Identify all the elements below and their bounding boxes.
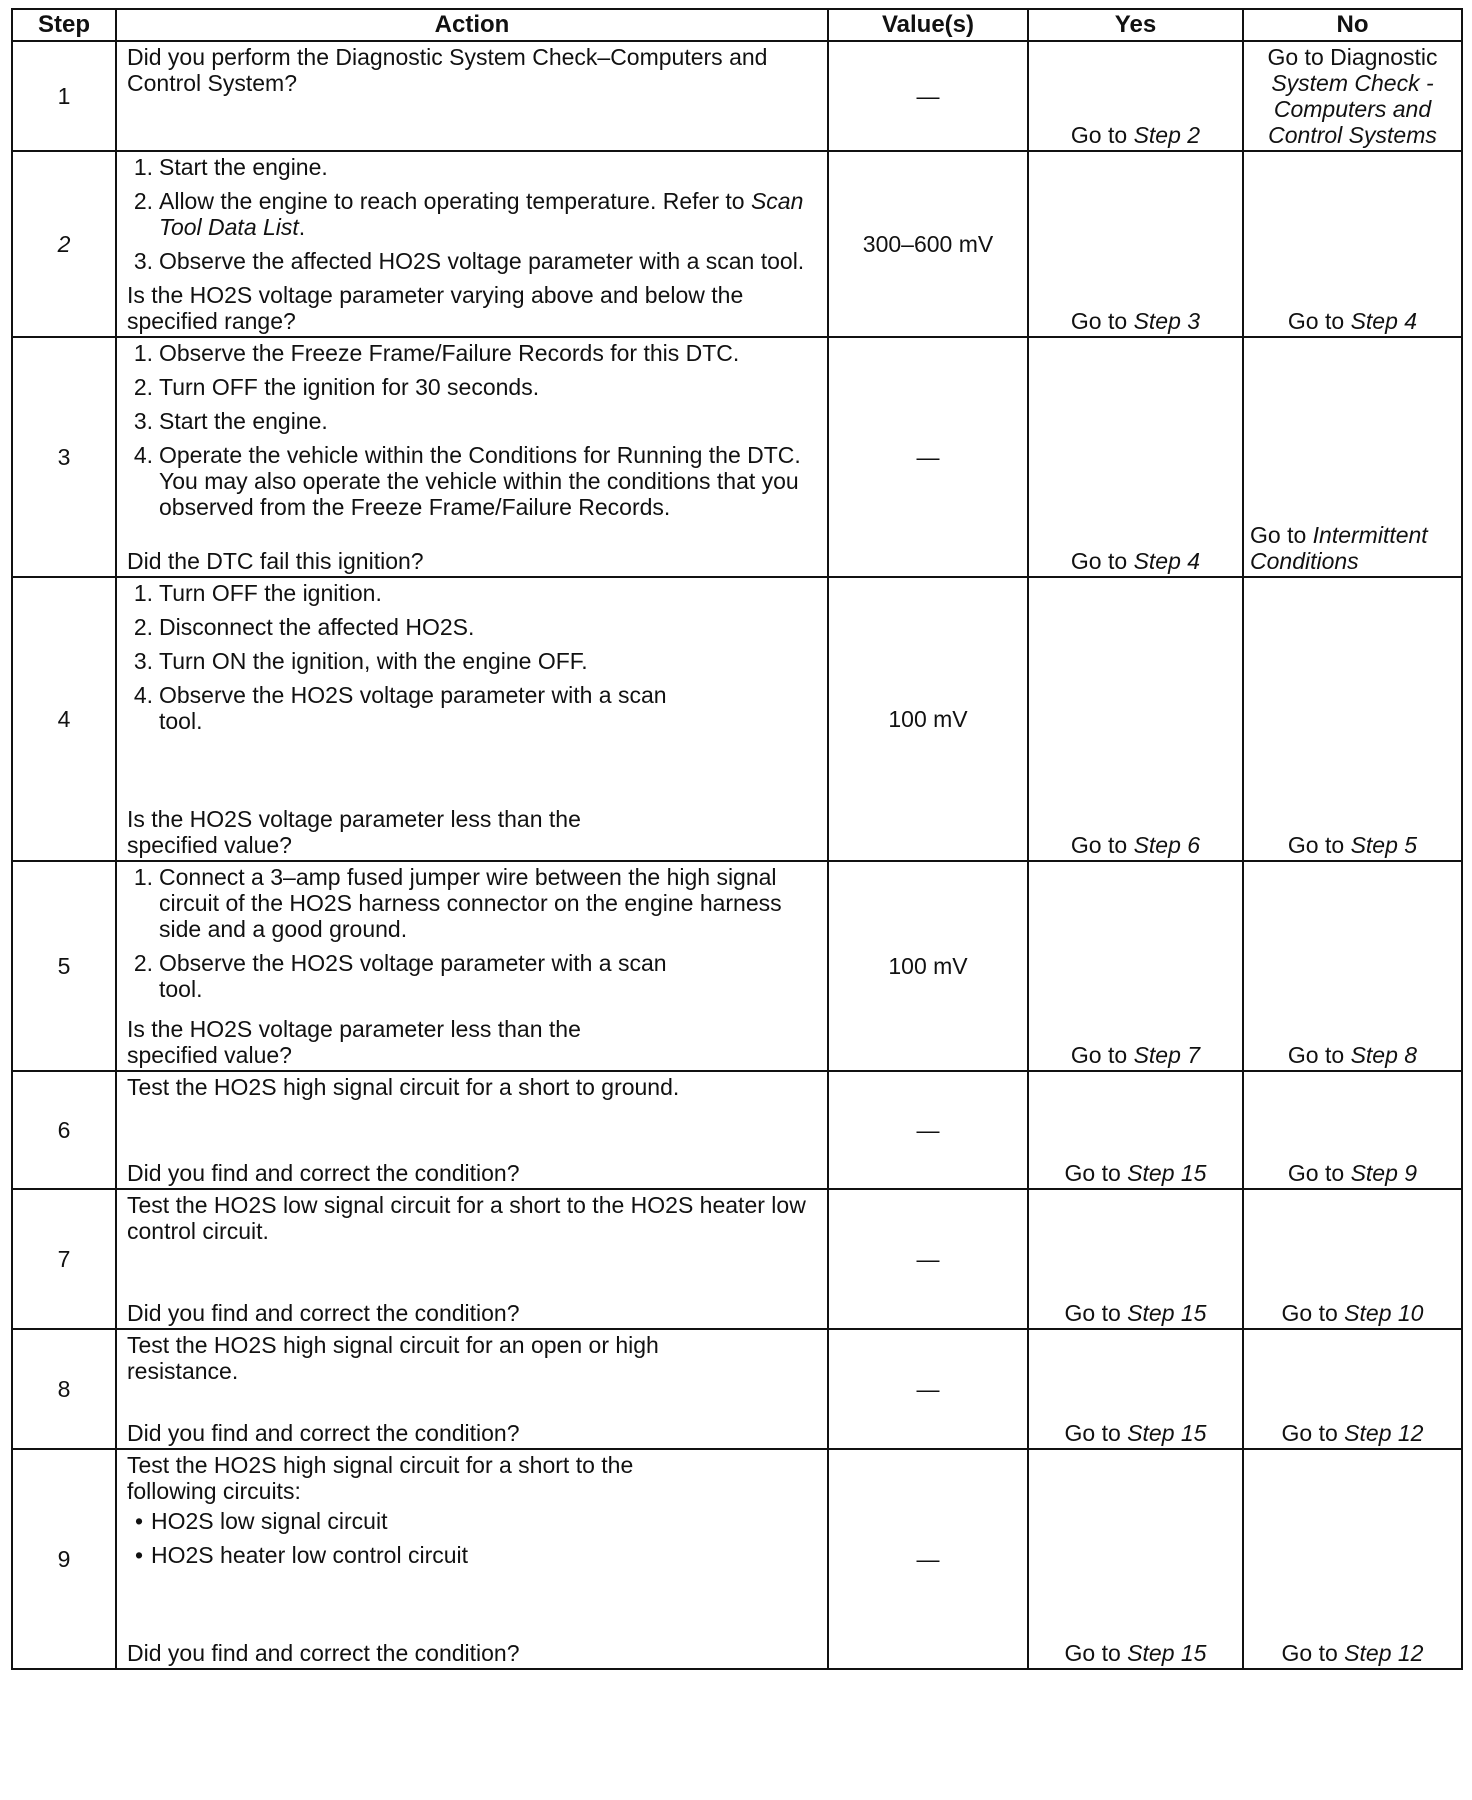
action-cell [116,577,828,861]
no-step-link[interactable]: Step 4 [1350,308,1418,334]
header-no: No [1243,9,1462,41]
step-number: 4 [12,577,116,861]
yes-prefix: Go to [1070,1042,1134,1068]
action-step: Turn ON the ignition, with the engine OFF. [159,648,588,674]
yes-prefix: Go to [1070,832,1134,858]
step-number: 9 [12,1449,116,1669]
header-yes: Yes [1028,9,1243,41]
yes-cell [1028,41,1243,151]
step-number: 1 [12,41,116,151]
no-diagnostic-link[interactable] [1267,44,1437,148]
action-cell [116,1189,828,1329]
yes-prefix: Go to [1070,122,1134,148]
action-text: Test the HO2S high signal circuit for a short to ground. [127,1074,680,1100]
action-cell [116,337,828,577]
no-cell [1243,1189,1462,1329]
header-values: Value(s) [828,9,1028,41]
yes-step-link[interactable]: Step 6 [1133,832,1201,858]
value-cell: — [828,1329,1028,1449]
yes-cell [1028,151,1243,337]
yes-cell [1028,1329,1243,1449]
header-action: Action [116,9,828,41]
yes-prefix: Go to [1064,1160,1128,1186]
no-cell [1243,1449,1462,1669]
action-cell [116,41,828,151]
action-question: Did you find and correct the condition? [127,1160,520,1186]
value-cell: 100 mV [828,577,1028,861]
yes-prefix: Go to [1070,308,1134,334]
yes-prefix: Go to [1064,1420,1128,1446]
no-cell [1243,337,1462,577]
value-cell: — [828,1071,1028,1189]
action-text: Test the HO2S low signal circuit for a short to the HO2S heater low control circuit. [127,1192,806,1244]
yes-step-link[interactable]: Step 15 [1127,1640,1207,1666]
table-row [12,1189,1462,1329]
table-row [12,1329,1462,1449]
action-cell [116,1329,828,1449]
no-cell [1243,861,1462,1071]
no-cell [1243,1071,1462,1189]
header-row [12,9,1462,41]
action-steps [127,154,819,282]
circuit-list [127,1508,819,1576]
action-step: Start the engine. [159,154,328,180]
yes-prefix: Go to [1064,1640,1128,1666]
table-row [12,1449,1462,1669]
yes-cell [1028,1189,1243,1329]
table-row [12,861,1462,1071]
action-step: Disconnect the affected HO2S. [159,614,475,640]
step-number: 7 [12,1189,116,1329]
no-prefix: Go to [1250,522,1313,548]
action-question: Did you find and correct the condition? [127,1640,520,1666]
step-number: 6 [12,1071,116,1189]
yes-cell [1028,861,1243,1071]
list-item: • HO2S heater low control circuit [151,1542,819,1568]
action-step: Operate the vehicle within the Conditions for Running the DTC. You may also operate the vehicle within the conditions that you observed from the Freeze Frame/Failure Records. [159,442,801,520]
yes-step-link[interactable]: Step 15 [1127,1160,1207,1186]
step-number: 3 [12,337,116,577]
action-question: Did you find and correct the condition? [127,1300,520,1326]
action-text: Test the HO2S high signal circuit for an open or high resistance. [127,1332,659,1384]
action-steps [127,580,819,742]
yes-step-link[interactable]: Step 2 [1133,122,1201,148]
table-row [12,337,1462,577]
yes-prefix: Go to [1064,1300,1128,1326]
yes-cell [1028,1071,1243,1189]
yes-step-link[interactable]: Step 15 [1127,1300,1207,1326]
action-step: Observe the HO2S voltage parameter with a scan tool. [159,682,667,734]
action-step: Start the engine. [159,408,328,434]
no-prefix: Go to [1281,1640,1345,1666]
no-step-link[interactable]: Step 9 [1350,1160,1418,1186]
action-cell [116,1071,828,1189]
yes-cell [1028,1449,1243,1669]
no-step-link[interactable]: Step 5 [1350,832,1418,858]
no-prefix: Go to [1287,832,1351,858]
yes-step-link[interactable]: Step 15 [1127,1420,1207,1446]
action-steps [127,864,819,1010]
value-cell: 300–600 mV [828,151,1028,337]
no-step-link[interactable]: Step 10 [1344,1300,1424,1326]
action-question: Did the DTC fail this ignition? [127,548,424,574]
action-question: Is the HO2S voltage parameter less than the specified value? [127,806,581,858]
intermittent-conditions-link[interactable]: Intermittent Conditions [1250,522,1428,574]
no-line: System Check - [1271,70,1434,96]
no-line: Computers and [1273,96,1432,122]
action-step: Observe the Freeze Frame/Failure Records for this DTC. [159,340,740,366]
no-cell [1243,151,1462,337]
yes-cell [1028,577,1243,861]
no-line: Control Systems [1268,122,1437,148]
action-step: Observe the affected HO2S voltage parameter with a scan tool. [159,248,805,274]
no-prefix: Go to [1287,308,1351,334]
yes-step-link[interactable]: Step 3 [1133,308,1201,334]
action-step: Turn OFF the ignition for 30 seconds. [159,374,540,400]
action-step: Turn OFF the ignition. [159,580,382,606]
no-cell [1243,1329,1462,1449]
yes-prefix: Go to [1070,548,1134,574]
action-step: Connect a 3–amp fused jumper wire between the high signal circuit of the HO2S harness connector on the engine harness side and a good ground. [159,864,782,942]
step-number: 5 [12,861,116,1071]
action-steps [127,340,819,528]
action-cell [116,1449,828,1669]
action-question: Is the HO2S voltage parameter less than the specified value? [127,1016,581,1068]
action-cell [116,861,828,1071]
table-row [12,1071,1462,1189]
no-cell [1243,577,1462,861]
value-cell: — [828,1189,1028,1329]
table-row [12,151,1462,337]
step-number: 2 [12,151,116,337]
step-number: 8 [12,1329,116,1449]
no-step-link[interactable]: Step 8 [1350,1042,1418,1068]
action-step: Observe the HO2S voltage parameter with a scan tool. [159,950,667,1002]
action-step: Allow the engine to reach operating temperature. Refer to Scan Tool Data List. [159,188,804,240]
table-row [12,577,1462,861]
no-prefix: Go to [1287,1042,1351,1068]
no-line: Go to Diagnostic [1267,44,1438,70]
value-cell: — [828,1449,1028,1669]
no-prefix: Go to [1281,1420,1345,1446]
no-step-link[interactable]: Step 12 [1344,1420,1424,1446]
action-text: Did you perform the Diagnostic System Check–Computers and Control System? [127,44,768,96]
header-step: Step [12,9,116,41]
value-cell: — [828,337,1028,577]
no-prefix: Go to [1287,1160,1351,1186]
yes-step-link[interactable]: Step 7 [1133,1042,1201,1068]
no-step-link[interactable]: Step 12 [1344,1640,1424,1666]
value-cell: 100 mV [828,861,1028,1071]
action-question: Did you find and correct the condition? [127,1420,520,1446]
no-prefix: Go to [1281,1300,1345,1326]
scan-tool-data-list-link[interactable]: Scan Tool Data List [159,188,804,240]
table-row [12,41,1462,151]
value-cell: — [828,41,1028,151]
action-cell [116,151,828,337]
list-item: • HO2S low signal circuit [151,1508,819,1534]
yes-cell [1028,337,1243,577]
action-text: Test the HO2S high signal circuit for a short to the following circuits: [127,1452,634,1504]
diagnostic-table [11,8,1463,1670]
action-question: Is the HO2S voltage parameter varying above and below the specified range? [127,282,744,334]
yes-step-link[interactable]: Step 4 [1133,548,1201,574]
no-cell [1243,41,1462,151]
